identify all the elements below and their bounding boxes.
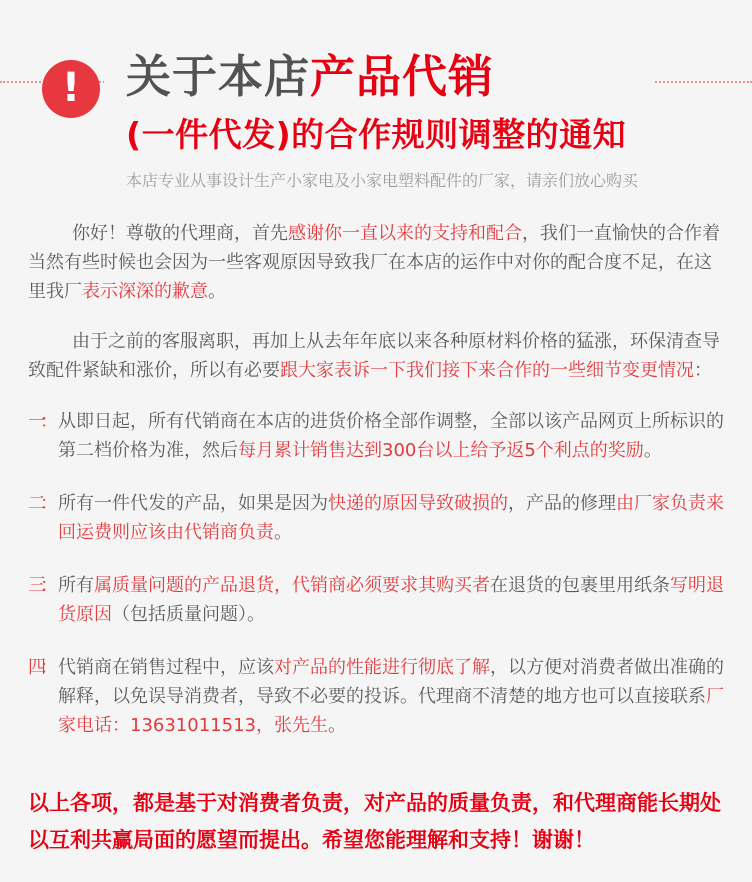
rule-item-1 bbox=[28, 407, 724, 465]
text-segment: 。 bbox=[327, 715, 346, 736]
notice-header bbox=[104, 46, 654, 191]
text-segment: 快递的原因导致破损的 bbox=[328, 493, 508, 514]
page-subtitle: (一件代发)的合作规则调整的通知 bbox=[126, 114, 627, 154]
text-segment: 跟大家表诉一下我们接下来合作的一些细节变更情况 bbox=[280, 360, 694, 381]
rule-number-1: 一： bbox=[28, 411, 52, 432]
text-segment: 感谢你一直以来的支持和配合 bbox=[288, 223, 522, 244]
alert-exclamation-icon bbox=[42, 60, 100, 118]
rule-text-3 bbox=[58, 571, 724, 629]
intro-paragraph-greeting bbox=[28, 219, 724, 306]
text-segment: 在退货的包裹里用纸条 bbox=[490, 575, 670, 596]
text-segment: 你好！尊敬的代理商，首先 bbox=[72, 223, 288, 244]
store-tagline: 本店专业从事设计生产小家电及小家电塑料配件的厂家，请亲们放心购买 bbox=[126, 170, 639, 190]
text-segment: 。 bbox=[274, 522, 292, 543]
text-segment: 每月累计销售达到300台以上给予返5个利点的奖励 bbox=[238, 440, 644, 461]
text-segment: 由厂家负责来回运费则应该由代销商负责 bbox=[58, 493, 724, 543]
text-segment: 写明退货原因 bbox=[58, 575, 724, 625]
text-segment: 所有 bbox=[58, 575, 94, 596]
notice-body bbox=[28, 219, 724, 859]
text-segment: 。 bbox=[643, 440, 662, 461]
exclamation-glyph: ! bbox=[61, 65, 81, 111]
page-title bbox=[126, 52, 638, 102]
rule-item-2 bbox=[28, 489, 724, 547]
text-segment: ，我们一直愉快的合作着当然有些时候也会因为一些客观原因导致我厂在本店的运作中对你的配合度不足，在这里我厂 bbox=[28, 223, 720, 302]
text-segment: 从即日起，所有代销商在本店的进货价格全部作调整，全部以该产品网页上所标识的第二档价格为准，然后 bbox=[58, 411, 724, 461]
rule-number-3: 三： bbox=[28, 575, 52, 596]
page-title-red-part: 产品代销 bbox=[310, 50, 495, 103]
text-segment: 对产品的性能进行彻底了解 bbox=[274, 657, 490, 678]
text-segment: 所有一件代发的产品，如果是因为 bbox=[58, 493, 328, 514]
rule-text-4 bbox=[58, 653, 724, 740]
closing-statement: 以上各项，都是基于对消费者负责，对产品的质量负责，和代理商能长期处以互利共赢局面的愿望而提出。希望您能理解和支持！谢谢！ bbox=[28, 791, 721, 852]
text-segment: 代销商在销售过程中，应该 bbox=[58, 657, 274, 678]
text-segment: 表示深深的歉意 bbox=[82, 281, 208, 302]
rule-number-4: 四： bbox=[28, 657, 52, 678]
text-segment: 由于之前的客服离职，再加上从去年年底以来各种原材料价格的猛涨，环保清查导致配件紧缺和涨价，所以有必要 bbox=[28, 331, 720, 381]
text-segment: ： bbox=[694, 360, 712, 381]
rule-number-2: 二： bbox=[28, 493, 52, 514]
text-segment: 厂家电话：13631011513，张先生 bbox=[58, 686, 724, 736]
text-segment: 属质量问题的产品退货，代销商必须要求其购买者 bbox=[94, 575, 490, 596]
text-segment: ，产品的修理 bbox=[508, 493, 616, 514]
text-segment: ，以方便对消费者做出准确的解释，以免误导消费者，导致不必要的投诉。代理商不清楚的地方也可以直接联系 bbox=[58, 657, 724, 707]
rule-item-3 bbox=[28, 571, 724, 629]
text-segment: （包括质量问题）。 bbox=[112, 604, 265, 625]
rule-text-1 bbox=[58, 407, 724, 465]
rule-item-4 bbox=[28, 653, 724, 740]
rule-text-2 bbox=[58, 489, 724, 547]
text-segment: 。 bbox=[208, 281, 226, 302]
page-title-dark-part: 关于本店 bbox=[126, 50, 311, 103]
intro-paragraph-reason bbox=[28, 327, 724, 385]
